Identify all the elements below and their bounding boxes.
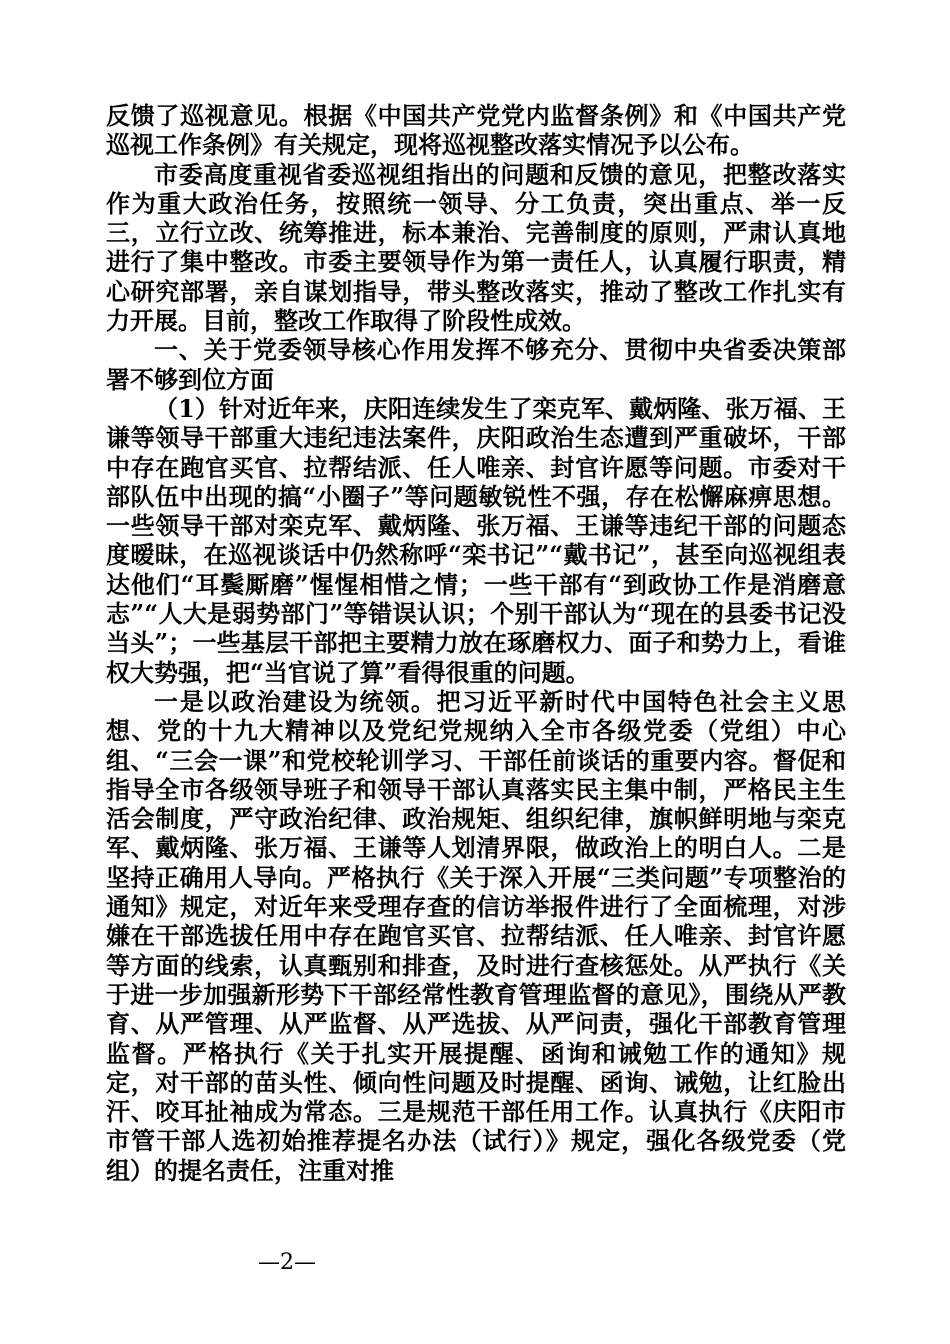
paragraph-rectification-overview: 市委高度重视省委巡视组指出的问题和反馈的意见，把整改落实作为重大政治任务，按照统一领导、分工负责，突出重点、举一反三，立行立改、统筹推进，标本兼治、完善制度的原则，严肃认真地进行了集中整改。市委主要领导作为第一责任人，认真履行职责，精心研究部署，亲自谋划指导，带头整改落实，推动了整改工作扎实有力开展。目前，整改工作取得了阶段性成效。 — [106, 159, 846, 336]
document-body — [106, 101, 846, 1185]
paragraph-continuation: 反馈了巡视意见。根据《中国共产党党内监督条例》和《中国共产党巡视工作条例》有关规定，现将巡视整改落实情况予以公布。 — [106, 101, 846, 160]
paragraph-measures: 一是以政治建设为统领。把习近平新时代中国特色社会主义思想、党的十九大精神以及党纪党规纳入全市各级党委（党组）中心组、“三会一课”和党校轮训学习、干部任前谈话的重要内容。督促和指导全市各级领导班子和领导干部认真落实民主集中制，严格民主生活会制度，严守政治纪律、政治规矩、组织纪律，旗帜鲜明地与栾克军、戴炳隆、张万福、王谦等人划清界限，做政治上的明白人。二是坚持正确用人导向。严格执行《关于深入开展“三类问题”专项整治的通知》规定，对近年来受理存查的信访举报件进行了全面梳理，对涉嫌在干部选拔任用中存在跑官买官、拉帮结派、任人唯亲、封官许愿等方面的线索，认真甄别和排查，及时进行查核惩处。从严执行《关于进一步加强新形势下干部经常性教育管理监督的意见》，围绕从严教育、从严管理、从严监督、从严选拔、从严问责，强化干部教育管理监督。严格执行《关于扎实开展提醒、函询和诫勉工作的通知》规定，对干部的苗头性、倾向性问题及时提醒、函询、诫勉，让红脸出汗、咬耳扯袖成为常态。三是规范干部任用工作。认真执行《庆阳市市管干部人选初始推荐提名办法（试行）》规定，强化各级党委（党组）的提名责任，注重对推 — [106, 686, 846, 1185]
page-number: —2— — [258, 1250, 316, 1275]
paragraph-issue-1: （1）针对近年来，庆阳连续发生了栾克军、戴炳隆、张万福、王谦等领导干部重大违纪违法案件，庆阳政治生态遭到严重破坏，干部中存在跑官买官、拉帮结派、任人唯亲、封官许愿等问题。市委对干部队伍中出现的搞“小圈子”等问题敏锐性不强，存在松懈麻痹思想。一些领导干部对栾克军、戴炳隆、张万福、王谦等违纪干部的问题态度暧昧，在巡视谈话中仍然称呼“栾书记”“戴书记”，甚至向巡视组表达他们“耳鬓厮磨”惺惺相惜之情；一些干部有“到政协工作是消磨意志”“人大是弱势部门”等错误认识；个别干部认为“现在的县委书记没当头”；一些基层干部把主要精力放在琢磨权力、面子和势力上，看谁权大势强，把“当官说了算”看得很重的问题。 — [106, 393, 846, 687]
section-heading-1: 一、关于党委领导核心作用发挥不够充分、贯彻中央省委决策部署不够到位方面 — [106, 335, 846, 394]
